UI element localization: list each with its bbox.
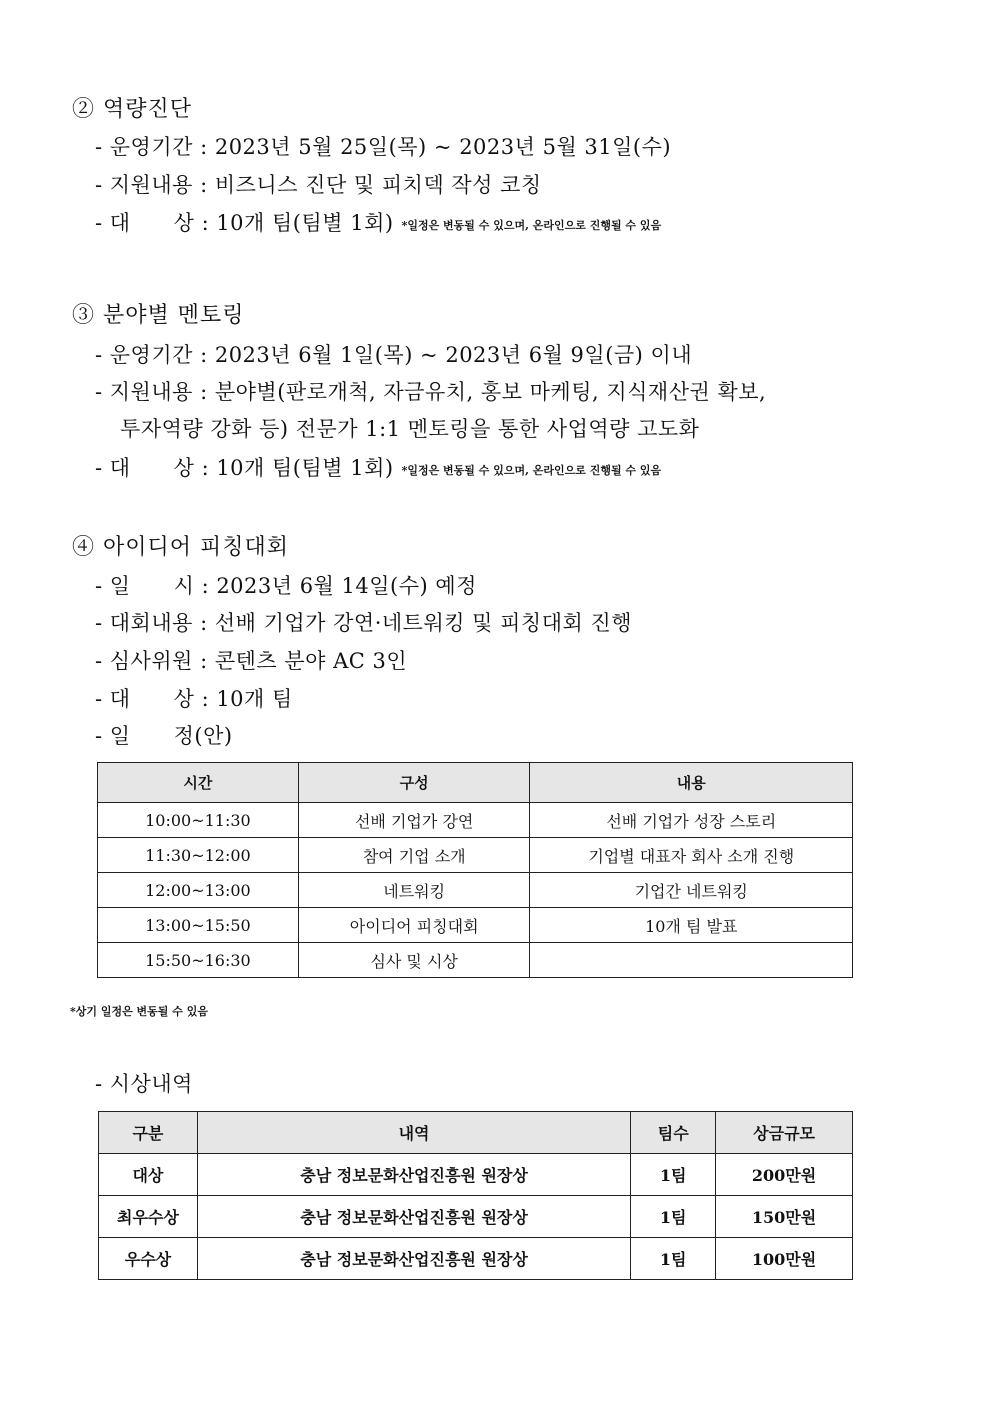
- section-2-title: ② 역량진단: [72, 97, 193, 122]
- section-3-content-line-2: 투자역량 강화 등) 전문가 1:1 멘토링을 통한 사업역량 고도화: [120, 417, 700, 441]
- schedule-cell-content: 10개 팀 발표: [530, 908, 853, 943]
- awards-header-category: 구분: [99, 1112, 198, 1154]
- schedule-cell-content: 선배 기업가 성장 스토리: [530, 803, 853, 838]
- section-4-title: ④ 아이디어 피칭대회: [72, 535, 290, 560]
- schedule-cell-composition: 선배 기업가 강연: [298, 803, 530, 838]
- table-row: [99, 1238, 853, 1280]
- section-2-target-text: - 대 상 : 10개 팀(팀별 1회): [95, 211, 394, 235]
- table-row: [98, 943, 853, 978]
- awards-header-teams: 팀수: [631, 1112, 716, 1154]
- table-row: [98, 873, 853, 908]
- awards-cell-detail: 충남 정보문화산업진흥원 원장상: [197, 1196, 630, 1238]
- table-row: [99, 1154, 853, 1196]
- awards-cell-prize: 200만원: [716, 1154, 853, 1196]
- table-row: [98, 908, 853, 943]
- section-3-note: *일정은 변동될 수 있으며, 온라인으로 진행될 수 있음: [401, 463, 662, 477]
- section-3-title: ③ 분야별 멘토링: [72, 303, 245, 328]
- schedule-cell-content: 기업별 대표자 회사 소개 진행: [530, 838, 853, 873]
- section-2-target: [95, 207, 661, 237]
- section-4-schedule-label: - 일 정(안): [95, 724, 233, 748]
- schedule-cell-composition: 네트워킹: [298, 873, 530, 908]
- awards-cell-prize: 150만원: [716, 1196, 853, 1238]
- awards-cell-teams: 1팀: [631, 1238, 716, 1280]
- awards-cell-teams: 1팀: [631, 1196, 716, 1238]
- schedule-cell-time: 12:00~13:00: [98, 873, 299, 908]
- schedule-cell-content: [530, 943, 853, 978]
- schedule-table: [97, 762, 853, 978]
- awards-cell-detail: 충남 정보문화산업진흥원 원장상: [197, 1238, 630, 1280]
- section-3-target-text: - 대 상 : 10개 팀(팀별 1회): [95, 456, 394, 480]
- section-3-target: [95, 452, 661, 482]
- awards-header-prize: 상금규모: [716, 1112, 853, 1154]
- schedule-cell-composition: 아이디어 피칭대회: [298, 908, 530, 943]
- awards-label: - 시상내역: [95, 1072, 193, 1096]
- table-row: [98, 838, 853, 873]
- section-4-date: - 일 시 : 2023년 6월 14일(수) 예정: [95, 574, 477, 598]
- schedule-cell-composition: 참여 기업 소개: [298, 838, 530, 873]
- schedule-header-content: 내용: [530, 763, 853, 803]
- awards-cell-teams: 1팀: [631, 1154, 716, 1196]
- awards-cell-detail: 충남 정보문화산업진흥원 원장상: [197, 1154, 630, 1196]
- section-4-content: - 대회내용 : 선배 기업가 강연·네트워킹 및 피칭대회 진행: [95, 611, 633, 635]
- schedule-cell-time: 11:30~12:00: [98, 838, 299, 873]
- section-3-period: - 운영기간 : 2023년 6월 1일(목) ~ 2023년 6월 9일(금) 이내: [95, 343, 693, 367]
- awards-table: [98, 1111, 853, 1280]
- awards-cell-category: 대상: [99, 1154, 198, 1196]
- awards-header-detail: 내역: [197, 1112, 630, 1154]
- table-row: [99, 1196, 853, 1238]
- section-2-period: - 운영기간 : 2023년 5월 25일(목) ~ 2023년 5월 31일(수): [95, 135, 672, 159]
- awards-cell-category: 최우수상: [99, 1196, 198, 1238]
- schedule-cell-time: 13:00~15:50: [98, 908, 299, 943]
- schedule-cell-time: 10:00~11:30: [98, 803, 299, 838]
- awards-cell-prize: 100만원: [716, 1238, 853, 1280]
- schedule-cell-time: 15:50~16:30: [98, 943, 299, 978]
- schedule-header-time: 시간: [98, 763, 299, 803]
- awards-cell-category: 우수상: [99, 1238, 198, 1280]
- schedule-cell-composition: 심사 및 시상: [298, 943, 530, 978]
- section-2-note: *일정은 변동될 수 있으며, 온라인으로 진행될 수 있음: [401, 218, 662, 232]
- awards-header-row: [99, 1112, 853, 1154]
- schedule-cell-content: 기업간 네트워킹: [530, 873, 853, 908]
- section-4-judges: - 심사위원 : 콘텐츠 분야 AC 3인: [95, 649, 408, 673]
- section-3-content-line-1: - 지원내용 : 분야별(판로개척, 자금유치, 홍보 마케팅, 지식재산권 확보,: [95, 380, 767, 404]
- schedule-header-row: [98, 763, 853, 803]
- section-4-target: - 대 상 : 10개 팀: [95, 687, 293, 711]
- schedule-note: *상기 일정은 변동될 수 있음: [70, 1005, 208, 1018]
- schedule-header-composition: 구성: [298, 763, 530, 803]
- section-2-content: - 지원내용 : 비즈니스 진단 및 피치덱 작성 코칭: [95, 173, 542, 197]
- table-row: [98, 803, 853, 838]
